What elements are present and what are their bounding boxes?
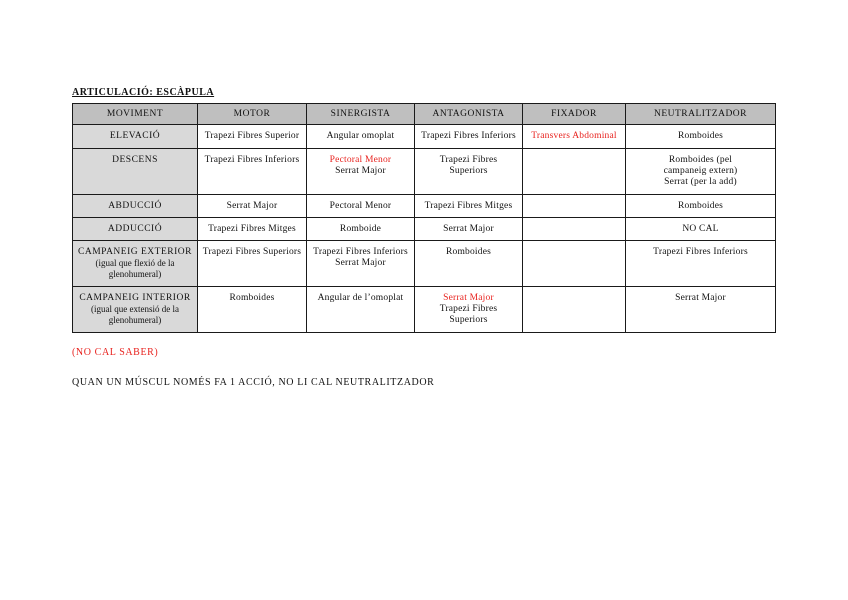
header-sinergista: SINERGISTA [307,104,415,125]
header-motor: MOTOR [198,104,307,125]
cell-fixador [523,241,626,287]
cell-motor [198,241,307,287]
header-neutralitzador: NEUTRALITZADOR [626,104,776,125]
muscle-entry: Serrat Major [226,201,278,211]
muscle-entry: Trapezi Fibres Mitges [208,224,296,234]
cell-antagonista [415,218,523,241]
cell-moviment [73,195,198,218]
cell-fixador [523,125,626,149]
muscle-entry: Romboides [677,201,724,211]
muscle-entry: Trapezi Fibres Inferiors [653,247,748,257]
movement-label: CAMPANEIG INTERIOR [79,293,191,303]
movement-label: CAMPANEIG EXTERIOR [78,247,192,257]
cell-fixador [523,195,626,218]
muscle-entry: Romboides [677,131,724,141]
movement-note: (igual que flexió de la glenohumeral) [95,258,175,279]
muscle-entry: Trapezi Fibres Inferiors [313,247,408,257]
header-moviment: MOVIMENT [73,104,198,125]
cell-moviment [73,149,198,195]
cell-sinergista [307,287,415,333]
cell-neutralitzador [626,149,776,195]
muscle-entry: Trapezi Fibres Superior [204,131,300,141]
muscle-entry: Trapezi Fibres Mitges [424,201,513,211]
cell-neutralitzador [626,218,776,241]
muscle-entry: Serrat Major [335,166,386,176]
cell-motor [198,125,307,149]
table-row-elevacio [73,125,776,149]
header-antagonista: ANTAGONISTA [415,104,523,125]
cell-antagonista [415,195,523,218]
muscle-entry: Trapezi Fibres Inferiors [421,131,516,141]
cell-motor [198,218,307,241]
table-header-row [73,104,776,125]
cell-neutralitzador [626,241,776,287]
muscle-entry: Serrat Major [675,293,726,303]
table-row-abduccio [73,195,776,218]
movement-label: ADDUCCIÓ [107,224,163,234]
cell-neutralitzador [626,287,776,333]
scapula-muscle-table [72,103,776,333]
movement-note: (igual que extensió de la glenohumeral) [91,304,179,325]
cell-sinergista [307,149,415,195]
cell-neutralitzador [626,125,776,149]
muscle-entry: Serrat Major [335,258,386,268]
muscle-entry: Pectoral Menor [329,201,392,211]
muscle-entry: Trapezi Fibres Superiors [439,304,498,325]
cell-neutralitzador [626,195,776,218]
muscle-entry: Angular omoplat [326,131,395,141]
cell-fixador [523,287,626,333]
cell-sinergista [307,195,415,218]
header-fixador: FIXADOR [523,104,626,125]
cell-sinergista [307,218,415,241]
muscle-entry: NO CAL [682,224,719,234]
cell-fixador [523,218,626,241]
muscle-entry-highlighted: Serrat Major [443,293,494,303]
muscle-entry: Romboides (pel campaneig extern) [663,155,738,176]
rule-text: QUAN UN MÚSCUL NOMÉS FA 1 ACCIÓ, NO LI CAL NEUTRALITZADOR [72,377,435,388]
cell-antagonista [415,149,523,195]
cell-antagonista [415,287,523,333]
cell-motor [198,195,307,218]
muscle-entry: Serrat (per la add) [664,177,737,187]
cell-sinergista [307,125,415,149]
table-row-campaneig-exterior [73,241,776,287]
cell-motor [198,287,307,333]
cell-motor [198,149,307,195]
cell-antagonista [415,241,523,287]
cell-moviment [73,125,198,149]
cell-sinergista [307,241,415,287]
movement-label: ABDUCCIÓ [108,201,162,211]
cell-fixador [523,149,626,195]
muscle-entry: Romboides [229,293,275,303]
muscle-entry: Serrat Major [443,224,494,234]
muscle-entry-highlighted: Transvers Abdominal [531,131,617,141]
muscle-entry: Romboides [445,247,492,257]
cell-antagonista [415,125,523,149]
muscle-entry: Angular de l’omoplat [317,293,404,303]
muscle-entry: Trapezi Fibres Superiors [439,155,498,176]
cell-moviment [73,241,198,287]
table-row-adduccio [73,218,776,241]
page-title: ARTICULACIÓ: ESCÀPULA [72,87,215,98]
table-row-campaneig-interior [73,287,776,333]
muscle-entry: Romboide [339,224,382,234]
table-row-descens [73,149,776,195]
movement-label: ELEVACIÓ [109,131,161,141]
movement-label: DESCENS [112,155,158,165]
muscle-entry-highlighted: Pectoral Menor [329,155,392,165]
cell-moviment [73,218,198,241]
cell-moviment [73,287,198,333]
muscle-entry: Trapezi Fibres Superiors [202,247,302,257]
not-required-note: (NO CAL SABER) [72,347,159,358]
muscle-entry: Trapezi Fibres Inferiors [204,155,300,165]
